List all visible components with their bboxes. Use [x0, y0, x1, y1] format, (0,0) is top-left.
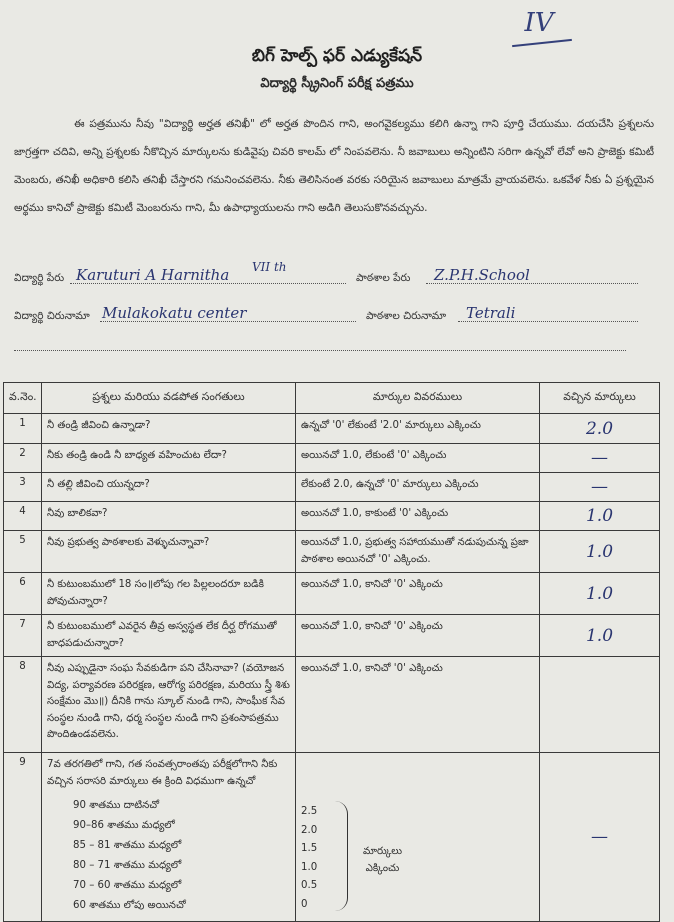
row-no: 2 [4, 444, 42, 473]
percentage-range-list [73, 796, 290, 916]
table-row [4, 531, 660, 573]
list-item: 2.5 [301, 806, 318, 817]
form-title: బిగ్ హెల్ప్ ఫర్ ఎడ్యుకేషన్ [251, 46, 423, 66]
row-question: నీవు బాలికవా? [42, 502, 296, 531]
table-row [4, 473, 660, 502]
row-marks-desc: అయినచో 1.0, ప్రభుత్వ సహాయముతో నడుపుచున్న ప్రజా పాఠశాల అయినచో '0' ఎక్కించు. [296, 531, 540, 573]
row-no: 4 [4, 502, 42, 531]
blank-dotted-line [14, 350, 626, 351]
row-score[interactable]: 1.0 [540, 531, 660, 573]
row-score[interactable]: — [540, 473, 660, 502]
list-item: 60 శాతము లోపు అయినచో [73, 900, 186, 911]
row-score[interactable]: — [540, 753, 660, 922]
row-question: నీవు ఎప్పుడైనా సంఘ సేవకుడిగా పని చేసినావా? (వయోజన విద్య, పర్యావరణ పరిరక్షణ, ఆరోగ్య పరిరక్షణ, మరియు స్త్రీ శిశు సంక్షేమం మొ॥) దీనికి గాను స్కూల్ నుండి గాని, సాంఘీక సేవ సంస్థల నుండి గాని, ధర్మ సంస్థల నుండి గాని ప్రశంసాపత్రము పొందిఉండవలెను. [42, 657, 296, 753]
list-item: 90–86 శాతము మధ్యలో [73, 820, 175, 831]
row-no: 3 [4, 473, 42, 502]
row-marks-desc: అయినచో 1.0, కానిచో '0' ఎక్కించు [296, 573, 540, 615]
row-marks-desc: లేకుంటే 2.0, ఉన్నచో '0' మార్కులు ఎక్కించు [296, 473, 540, 502]
row-no: 5 [4, 531, 42, 573]
col-header-no: వ.నెం. [4, 383, 42, 414]
school-name-value[interactable]: Z.P.H.School [434, 266, 530, 284]
col-header-question: ప్రశ్నలు మరియు వడపోత సంగతులు [42, 383, 296, 414]
row-marks-desc: అయినచో 1.0, కాకుంటే '0' ఎక్కించు [296, 502, 540, 531]
list-item: 85 – 81 శాతము మధ్యలో [73, 840, 182, 851]
row-no: 1 [4, 414, 42, 444]
row-question: నీ కుటుంబములో ఎవరైన తీవ్ర అస్వస్థత లేక దీర్ఘ రోగముతో బాధపడుచున్నారా? [42, 615, 296, 657]
row-no: 6 [4, 573, 42, 615]
list-item: 80 – 71 శాతము మధ్యలో [73, 860, 182, 871]
name-school-row [14, 260, 664, 290]
form-subtitle: విద్యార్థి స్క్రీనింగ్ పరీక్ష పత్రము [260, 76, 414, 91]
table-header-row [4, 383, 660, 414]
row-score[interactable]: 1.0 [540, 502, 660, 531]
student-name-label: విద్యార్థి పేరు [14, 272, 65, 284]
row-no: 9 [4, 753, 42, 922]
table-row [4, 657, 660, 753]
row-marks-desc: అయినచో 1.0, కానిచో '0' ఎక్కించు [296, 615, 540, 657]
student-address-value[interactable]: Mulakokatu center [102, 304, 247, 322]
marks-scale-label-line2: ఎక్కించు [365, 863, 400, 874]
row-score[interactable]: 1.0 [540, 573, 660, 615]
table-row [4, 753, 660, 922]
address-row [14, 306, 664, 328]
class-value[interactable]: VII th [252, 260, 287, 274]
curly-brace [335, 801, 348, 911]
row-score[interactable] [540, 657, 660, 753]
list-item: 90 శాతము దాటినచో [73, 800, 160, 811]
marks-scale-label [363, 843, 402, 877]
row-question: నీవు ప్రభుత్వ పాఠశాలకు వెళ్ళుచున్నావా? [42, 531, 296, 573]
instructions-paragraph: ఈ పత్రమును నీవు "విద్యార్థి అర్హత తనిఖీ" లో అర్హత పొందిన గాని, అంగవైకల్యము కలిగి ఉన్నా గాని పూర్తి చేయుము. దయచేసి ప్రశ్నలను జాగ్రత్తగా చదివి, అన్ని ప్రశ్నలకు నీకొచ్చిన మార్కులను కుడివైపు చివరి కాలమ్ లో నింపవలెను. నీ జవాబులు అన్నింటిని సరిగా ఉన్నవో లేవో అని ప్రాజెక్టు కమిటీ మెంబరు, తనిఖీ అధికారి కలిసి తనిఖీ చేస్తారని గమనించవలెను. నీకు తెలిసినంత వరకు సరియైన జవాబులు మాత్రమే వ్రాయవలెను. ఒకవేళ నీకు ఏ ప్రశ్నయైన అర్థము కానిచో ప్రాజెక్టు కమిటీ మెంబరును గాని, మీ ఉపాధ్యాయులను గాని అడిగి తెలుసుకొనవచ్చును. [14, 118, 654, 214]
row-marks-desc: అయినచో 1.0, లేకుంటే '0' ఎక్కించు [296, 444, 540, 473]
row-marks-desc [296, 753, 540, 922]
row-marks-desc: అయినచో 1.0, కానిచో '0' ఎక్కించు [296, 657, 540, 753]
list-item: 1.0 [301, 861, 318, 873]
page-tag: IV [510, 8, 568, 38]
row-no: 8 [4, 657, 42, 753]
row-question-9-cell [42, 753, 296, 922]
student-address-label: విద్యార్థి చిరునామా [14, 310, 90, 322]
row-question: నీ తల్లి జీవించి యున్నదా? [42, 473, 296, 502]
row-question: నీకు తండ్రి ఉండి నీ బాధ్యత వహించుట లేదా? [42, 444, 296, 473]
list-item: 2.0 [301, 824, 318, 836]
row-score[interactable]: 1.0 [540, 615, 660, 657]
list-item: 0 [301, 898, 308, 910]
row-score[interactable]: — [540, 444, 660, 473]
table-row [4, 414, 660, 444]
school-address-label: పాఠశాల చిరునామా [366, 310, 447, 322]
table-row [4, 615, 660, 657]
school-address-value[interactable]: Tetrali [466, 304, 516, 322]
school-name-label: పాఠశాల పేరు [356, 272, 411, 284]
list-item: 70 – 60 శాతము మధ్యలో [73, 880, 182, 891]
table-row [4, 502, 660, 531]
row-question: 7వ తరగతిలో గాని, గత సంవత్సరాంతపు పరీక్షలోగాని నీకు వచ్చిన సరాసరి మార్కులు ఈ క్రింది విధముగా ఉన్నచో [47, 759, 278, 787]
col-header-marks-desc: మార్కుల వివరములు [296, 383, 540, 414]
row-no: 7 [4, 615, 42, 657]
screening-questions-table [3, 382, 660, 922]
marks-scale [301, 757, 534, 917]
row-score[interactable]: 2.0 [540, 414, 660, 444]
col-header-score: వచ్చిన మార్కులు [540, 383, 660, 414]
list-item: 0.5 [301, 880, 318, 891]
row-marks-desc: ఉన్నచో '0' లేకుంటే '2.0' మార్కులు ఎక్కించు [296, 414, 540, 444]
table-row [4, 573, 660, 615]
row-question: నీ కుటుంబములో 18 సం॥లోపు గల పిల్లలందరూ బడికి పోవుచున్నారా? [42, 573, 296, 615]
list-item: 1.5 [301, 843, 318, 854]
marks-scale-values [301, 803, 317, 914]
table-row [4, 444, 660, 473]
marks-scale-label-line1: మార్కులు [363, 846, 402, 857]
row-question: నీ తండ్రి జీవించి ఉన్నాడా? [42, 414, 296, 444]
student-name-value[interactable]: Karuturi A Harnitha [76, 266, 230, 284]
